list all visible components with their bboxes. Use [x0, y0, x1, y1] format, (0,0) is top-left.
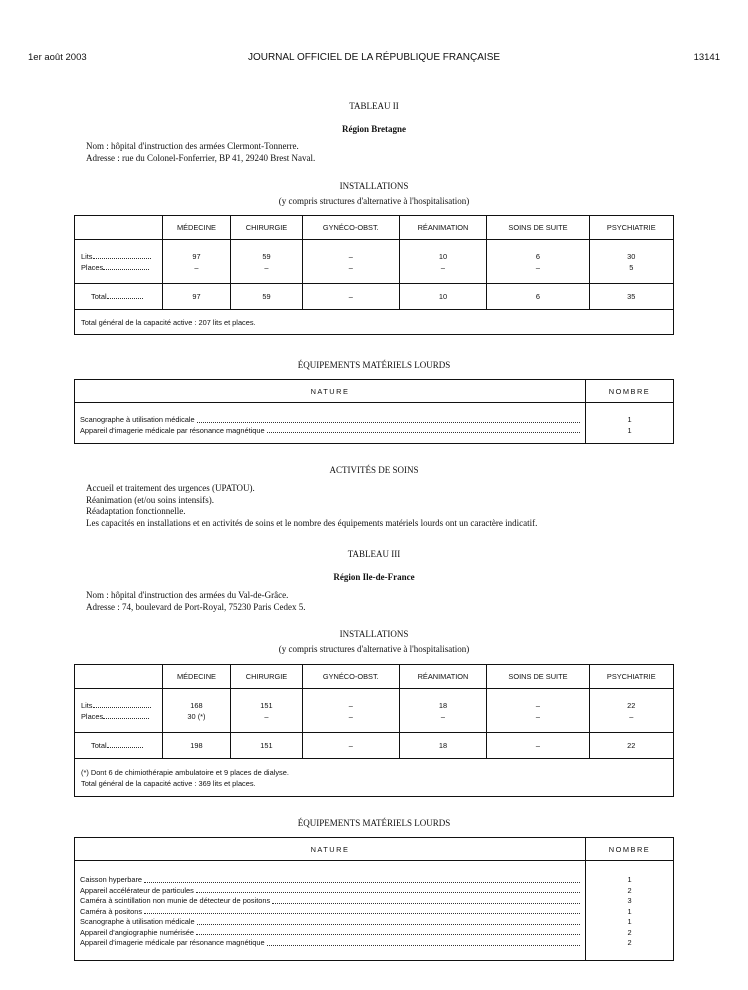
tableau3-identity: [86, 590, 305, 613]
nombre-header: NOMBRE: [586, 838, 674, 861]
table-cell: 6: [487, 284, 589, 310]
table-cell: 59 –: [230, 240, 302, 284]
column-header: RÉANIMATION: [399, 216, 487, 240]
column-header: CHIRURGIE: [230, 665, 302, 689]
tableau3-installations-table: [74, 664, 674, 797]
table-cell: – –: [487, 689, 589, 733]
tableau3-equipements-table: [74, 837, 674, 961]
table-cell: – –: [303, 240, 400, 284]
table-cell: 22: [589, 733, 673, 759]
list-item: Accueil et traitement des urgences (UPATOU).: [86, 483, 255, 493]
tableau3-installations-title: INSTALLATIONS: [339, 629, 409, 639]
tableau2-identity: [86, 141, 315, 164]
nombre-header: NOMBRE: [586, 380, 674, 403]
column-header: GYNÉCO-OBST.: [303, 665, 400, 689]
table-cell: 10 –: [399, 240, 487, 284]
row-label-places: Places: [81, 711, 104, 721]
nature-header: NATURE: [75, 380, 586, 403]
table-cell: 168 30 (*): [163, 689, 231, 733]
tableau3-adresse: Adresse : 74, boulevard de Port-Royal, 75230 Paris Cedex 5.: [86, 601, 306, 612]
tableau3-region: Région Ile-de-France: [333, 572, 415, 582]
row-labels: [75, 689, 163, 733]
tableau3-equipements-title: ÉQUIPEMENTS MATÉRIELS LOURDS: [297, 818, 451, 828]
table-cell: 6 –: [487, 240, 589, 284]
list-item: Caméra à positons: [80, 907, 580, 918]
page-header: [28, 52, 720, 66]
table-cell: 18 –: [399, 689, 487, 733]
nombre-cell: 1 1: [586, 403, 674, 444]
tableau2-adresse: Adresse : rue du Colonel-Fonferrier, BP 41, 29240 Brest Naval.: [86, 152, 316, 163]
nature-cell: [75, 403, 586, 444]
table-row: [75, 403, 674, 444]
tableau2-installations-table: [74, 215, 674, 335]
tableau2-title: TABLEAU II: [349, 101, 399, 111]
column-header: MÉDECINE: [163, 216, 231, 240]
list-item: Appareil d'imagerie médicale par résonance magnétique: [80, 938, 580, 949]
table-cell: 151: [230, 733, 302, 759]
table-cell: 30 5: [589, 240, 673, 284]
table-cell: 10: [399, 284, 487, 310]
header-journal-title: JOURNAL OFFICIEL DE LA RÉPUBLIQUE FRANÇAISE: [247, 52, 501, 63]
table-cell: 59: [230, 284, 302, 310]
list-item: Les capacités en installations et en activités de soins et le nombre des équipements matériels lourds ont un caractère indicatif.: [86, 517, 538, 528]
list-item: Scanographe à utilisation médicale: [80, 415, 580, 426]
list-item: Scanographe à utilisation médicale: [80, 917, 580, 928]
table-row: [75, 240, 674, 284]
table-header-row: [75, 665, 674, 689]
tableau3-notes: [75, 759, 674, 797]
row-label-total: Total: [75, 284, 163, 310]
tableau2-nom: Nom : hôpital d'instruction des armées Clermont-Tonnerre.: [86, 141, 299, 151]
list-item: Appareil accélérateur de particules: [80, 886, 580, 897]
table-note-row: [75, 759, 674, 797]
tableau2-activites-list: [86, 483, 537, 529]
table-row: [75, 861, 674, 961]
table-cell: – –: [303, 689, 400, 733]
tableau2-equipements-table: [74, 379, 674, 444]
nature-header: NATURE: [75, 838, 586, 861]
column-header: CHIRURGIE: [230, 216, 302, 240]
table-header-row: [75, 838, 674, 861]
table-cell: –: [303, 733, 400, 759]
list-item: Réadaptation fonctionnelle.: [86, 506, 186, 516]
tableau3-nom: Nom : hôpital d'instruction des armées du Val-de-Grâce.: [86, 590, 289, 600]
table-cell: 198: [163, 733, 231, 759]
row-label-lits: Lits: [81, 251, 93, 261]
column-header: SOINS DE SUITE: [487, 665, 589, 689]
table-corner: [75, 216, 163, 240]
table-cell: 35: [589, 284, 673, 310]
tableau2-activites-title: ACTIVITÉS DE SOINS: [329, 465, 419, 475]
list-item: Réanimation (et/ou soins intensifs).: [86, 494, 214, 505]
list-item: Caméra à scintillation non munie de détecteur de positons: [80, 896, 580, 907]
table-cell: 18: [399, 733, 487, 759]
table-cell: 97: [163, 284, 231, 310]
list-item: Caisson hyperbare: [80, 875, 580, 886]
column-header: RÉANIMATION: [399, 665, 487, 689]
table-total-row: [75, 733, 674, 759]
tableau3-installations-subtitle: (y compris structures d'alternative à l'hospitalisation): [278, 644, 470, 654]
column-header: PSYCHIATRIE: [589, 216, 673, 240]
tableau2-region: Région Bretagne: [341, 124, 407, 134]
table-cell: 97 –: [163, 240, 231, 284]
header-page-number: 13141: [693, 52, 720, 63]
row-label-places: Places: [81, 262, 104, 272]
nature-cell: [75, 861, 586, 961]
list-item: Appareil d'angiographie numérisée: [80, 928, 580, 939]
list-item: Appareil d'imagerie médicale par résonance magnétique: [80, 426, 580, 437]
tableau2-installations-title: INSTALLATIONS: [339, 181, 409, 191]
table-cell: 22 –: [589, 689, 673, 733]
tableau2-installations-subtitle: (y compris structures d'alternative à l'hospitalisation): [278, 196, 470, 206]
table-row: [75, 689, 674, 733]
column-header: SOINS DE SUITE: [487, 216, 589, 240]
table-header-row: [75, 380, 674, 403]
tableau3-note-footnote: (*) Dont 6 de chimiothérapie ambulatoire et 9 places de dialyse.: [81, 767, 289, 777]
table-note-row: [75, 310, 674, 335]
table-header-row: [75, 216, 674, 240]
row-label-total: Total: [75, 733, 163, 759]
row-label-lits: Lits: [81, 700, 93, 710]
table-total-row: [75, 284, 674, 310]
column-header: MÉDECINE: [163, 665, 231, 689]
table-cell: 151 –: [230, 689, 302, 733]
column-header: GYNÉCO-OBST.: [303, 216, 400, 240]
column-header: PSYCHIATRIE: [589, 665, 673, 689]
table-cell: –: [303, 284, 400, 310]
tableau2-note: Total général de la capacité active : 207 lits et places.: [75, 310, 674, 335]
tableau3-title: TABLEAU III: [347, 549, 401, 559]
tableau3-note-total: Total général de la capacité active : 369 lits et places.: [81, 778, 256, 788]
tableau2-equipements-title: ÉQUIPEMENTS MATÉRIELS LOURDS: [297, 360, 451, 370]
nombre-cell: 1 2 3 1 1 2 2: [586, 861, 674, 961]
header-date: 1er août 2003: [28, 52, 87, 63]
row-labels: [75, 240, 163, 284]
table-cell: –: [487, 733, 589, 759]
table-corner: [75, 665, 163, 689]
